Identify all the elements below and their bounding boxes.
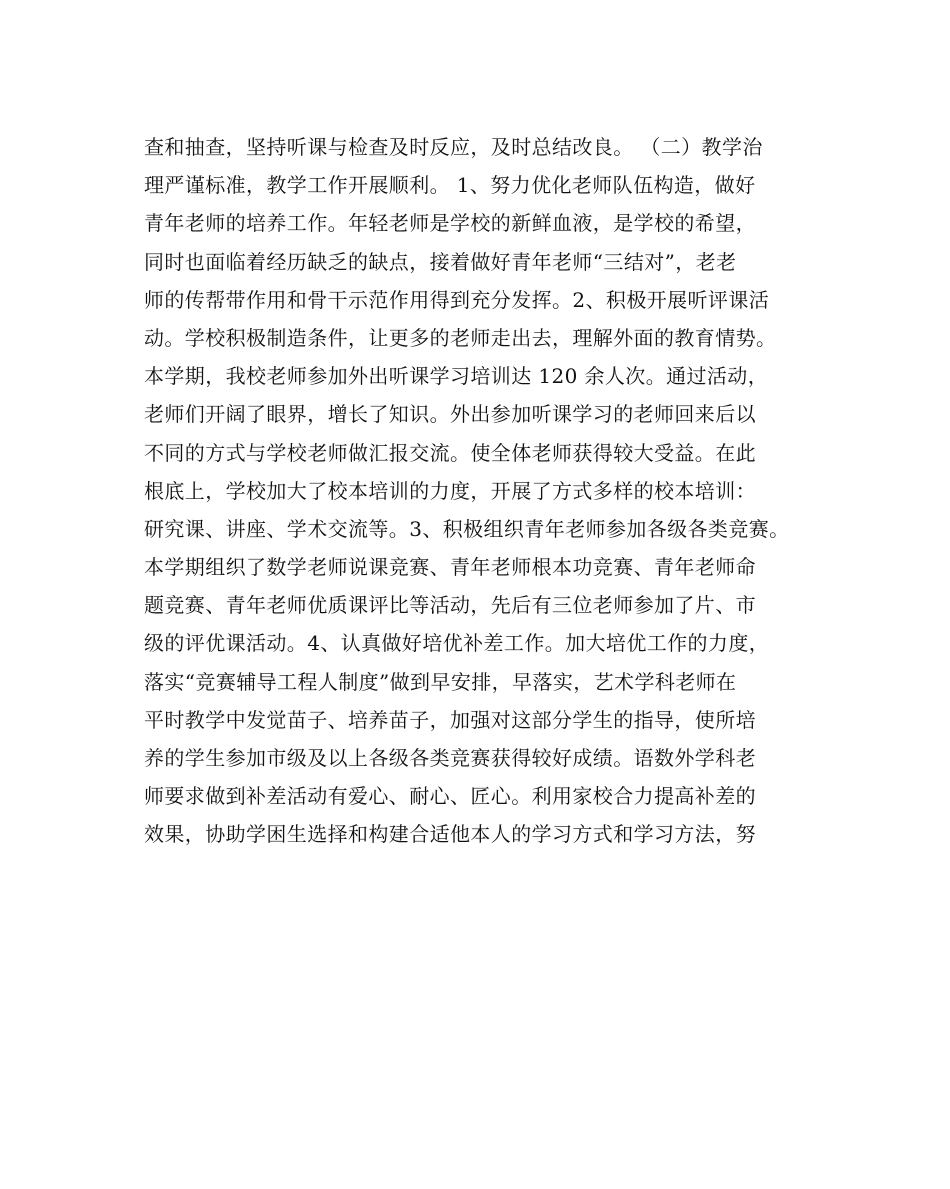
text-line: 本学期，我校老师参加外出听课学习培训达 120 余人次。通过活动，: [144, 364, 769, 389]
text-line: 落实“竞赛辅导工程人制度”做到早安排，早落实，艺术学科老师在: [144, 669, 737, 694]
text-line: 题竞赛、青年老师优质课评比等活动，先后有三位老师参加了片、市: [144, 593, 756, 618]
text-line: 平时教学中发觉苗子、培养苗子，加强对这部分学生的指导，使所培: [144, 707, 756, 732]
body-paragraph: [144, 128, 944, 854]
text-line: 师要求做到补差活动有爱心、耐心、匠心。利用家校合力提高补差的: [144, 784, 756, 809]
text-line: 师的传帮带作用和骨干示范作用得到充分发挥。2、积极开展听评课活: [144, 287, 770, 312]
text-line: 同时也面临着经历缺乏的缺点，接着做好青年老师“三结对”，老老: [144, 249, 737, 274]
text-line: 效果，协助学困生选择和构建合适他本人的学习方式和学习方法，努: [144, 822, 756, 847]
text-line: 青年老师的培养工作。年轻老师是学校的新鲜血液，是学校的希望，: [144, 211, 756, 236]
text-line: 根底上，学校加大了校本培训的力度，开展了方式多样的校本培训：: [144, 478, 756, 503]
text-line: 理严谨标准，教学工作开展顺利。 1、努力优化老师队伍构造，做好: [144, 173, 756, 198]
text-line: 不同的方式与学校老师做汇报交流。使全体老师获得较大受益。在此: [144, 440, 756, 465]
text-line: 老师们开阔了眼界，增长了知识。外出参加听课学习的老师回来后以: [144, 402, 756, 427]
text-line: 研究课、讲座、学术交流等。3、积极组织青年老师参加各级各类竞赛。: [144, 516, 790, 541]
text-line: 本学期组织了数学老师说课竞赛、青年老师根本功竞赛、青年老师命: [144, 555, 756, 580]
text-line: 查和抽查，坚持听课与检查及时反应，及时总结改良。 （二）教学治: [144, 135, 763, 159]
text-line: 养的学生参加市级及以上各级各类竞赛获得较好成绩。语数外学科老: [144, 746, 756, 770]
text-line: 动。学校积极制造条件，让更多的老师走出去，理解外面的教育情势。: [144, 325, 777, 350]
text-line: 级的评优课活动。4、认真做好培优补差工作。加大培优工作的力度，: [144, 631, 770, 656]
